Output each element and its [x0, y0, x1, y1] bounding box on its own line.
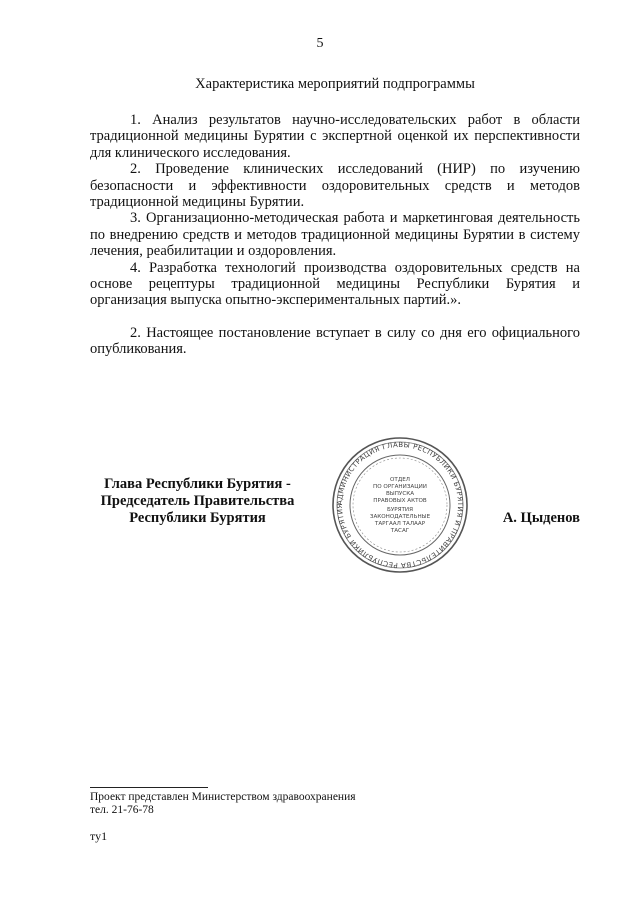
- seal-line-2: ПО ОРГАНИЗАЦИИ: [373, 484, 427, 490]
- signature-title-line2: Председатель Правительства: [100, 493, 295, 509]
- footnote-line2: тел. 21-76-78: [90, 804, 154, 816]
- paragraph-effective-date: 2. Настоящее постановление вступает в силу со дня его официального опубликования.: [90, 324, 580, 358]
- paragraph-item-1: 1. Анализ результатов научно-исследовательских работ в области традиционной медицины Бурятии с экспертной оценкой их перспективности для клинического исследования.: [90, 112, 580, 161]
- section-title: Характеристика мероприятий подпрограммы: [195, 76, 475, 92]
- signature-title-line3: Республики Бурятия: [129, 510, 266, 526]
- signature-title-line1: Глава Республики Бурятия -: [104, 476, 291, 492]
- seal-line-1: ОТДЕЛ: [390, 477, 410, 483]
- body-text: [90, 112, 580, 358]
- signature-title: [90, 476, 305, 527]
- seal-line-6: ЗАКОНОДАТЕЛЬНЫЕ: [369, 514, 431, 520]
- page-number: 5: [316, 36, 324, 51]
- seal-line-8: ТАСАГ: [390, 528, 410, 534]
- footnote-line1: Проект представлен Министерством здравоохранения: [90, 791, 356, 803]
- official-seal-icon: [330, 435, 470, 575]
- seal-line-4: ПРАВОВЫХ АКТОВ: [373, 498, 427, 504]
- paragraph-item-2: 2. Проведение клинических исследований (НИР) по изучению безопасности и эффективности оздоровительных средств и методов традиционной медицины Бурятии.: [90, 161, 580, 211]
- seal-line-7: ТАРГААЛ ТАЛААР: [374, 521, 426, 527]
- signer-name: А. Цыденов: [502, 510, 580, 526]
- svg-text:АДМИНИСТРАЦИЯ ГЛАВЫ РЕСПУБЛИКИ: [336, 441, 464, 569]
- document-code: ту1: [90, 829, 108, 843]
- paragraph-item-4: 4. Разработка технологий производства оздоровительных средств на основе рецептуры традиционной медицины Республики Бурятия и организация выпуска опытно-экспериментальных партий.».: [90, 259, 580, 309]
- footnote: [90, 791, 356, 817]
- seal-line-5: БУРЯТИЯ: [387, 507, 413, 513]
- paragraph-item-3: 3. Организационно-методическая работа и маркетинговая деятельность по внедрению средств и методов традиционной медицины Бурятии в систему лечения, реабилитации и оздоровления.: [90, 210, 580, 260]
- seal-line-3: ВЫПУСКА: [385, 491, 415, 497]
- footnote-divider: [90, 787, 208, 788]
- seal-outer-text: АДМИНИСТРАЦИЯ ГЛАВЫ РЕСПУБЛИКИ БУРЯТИЯ И ПРАВИТЕЛЬСТВА РЕСПУБЛИКИ БУРЯТИЯ: [335, 440, 465, 570]
